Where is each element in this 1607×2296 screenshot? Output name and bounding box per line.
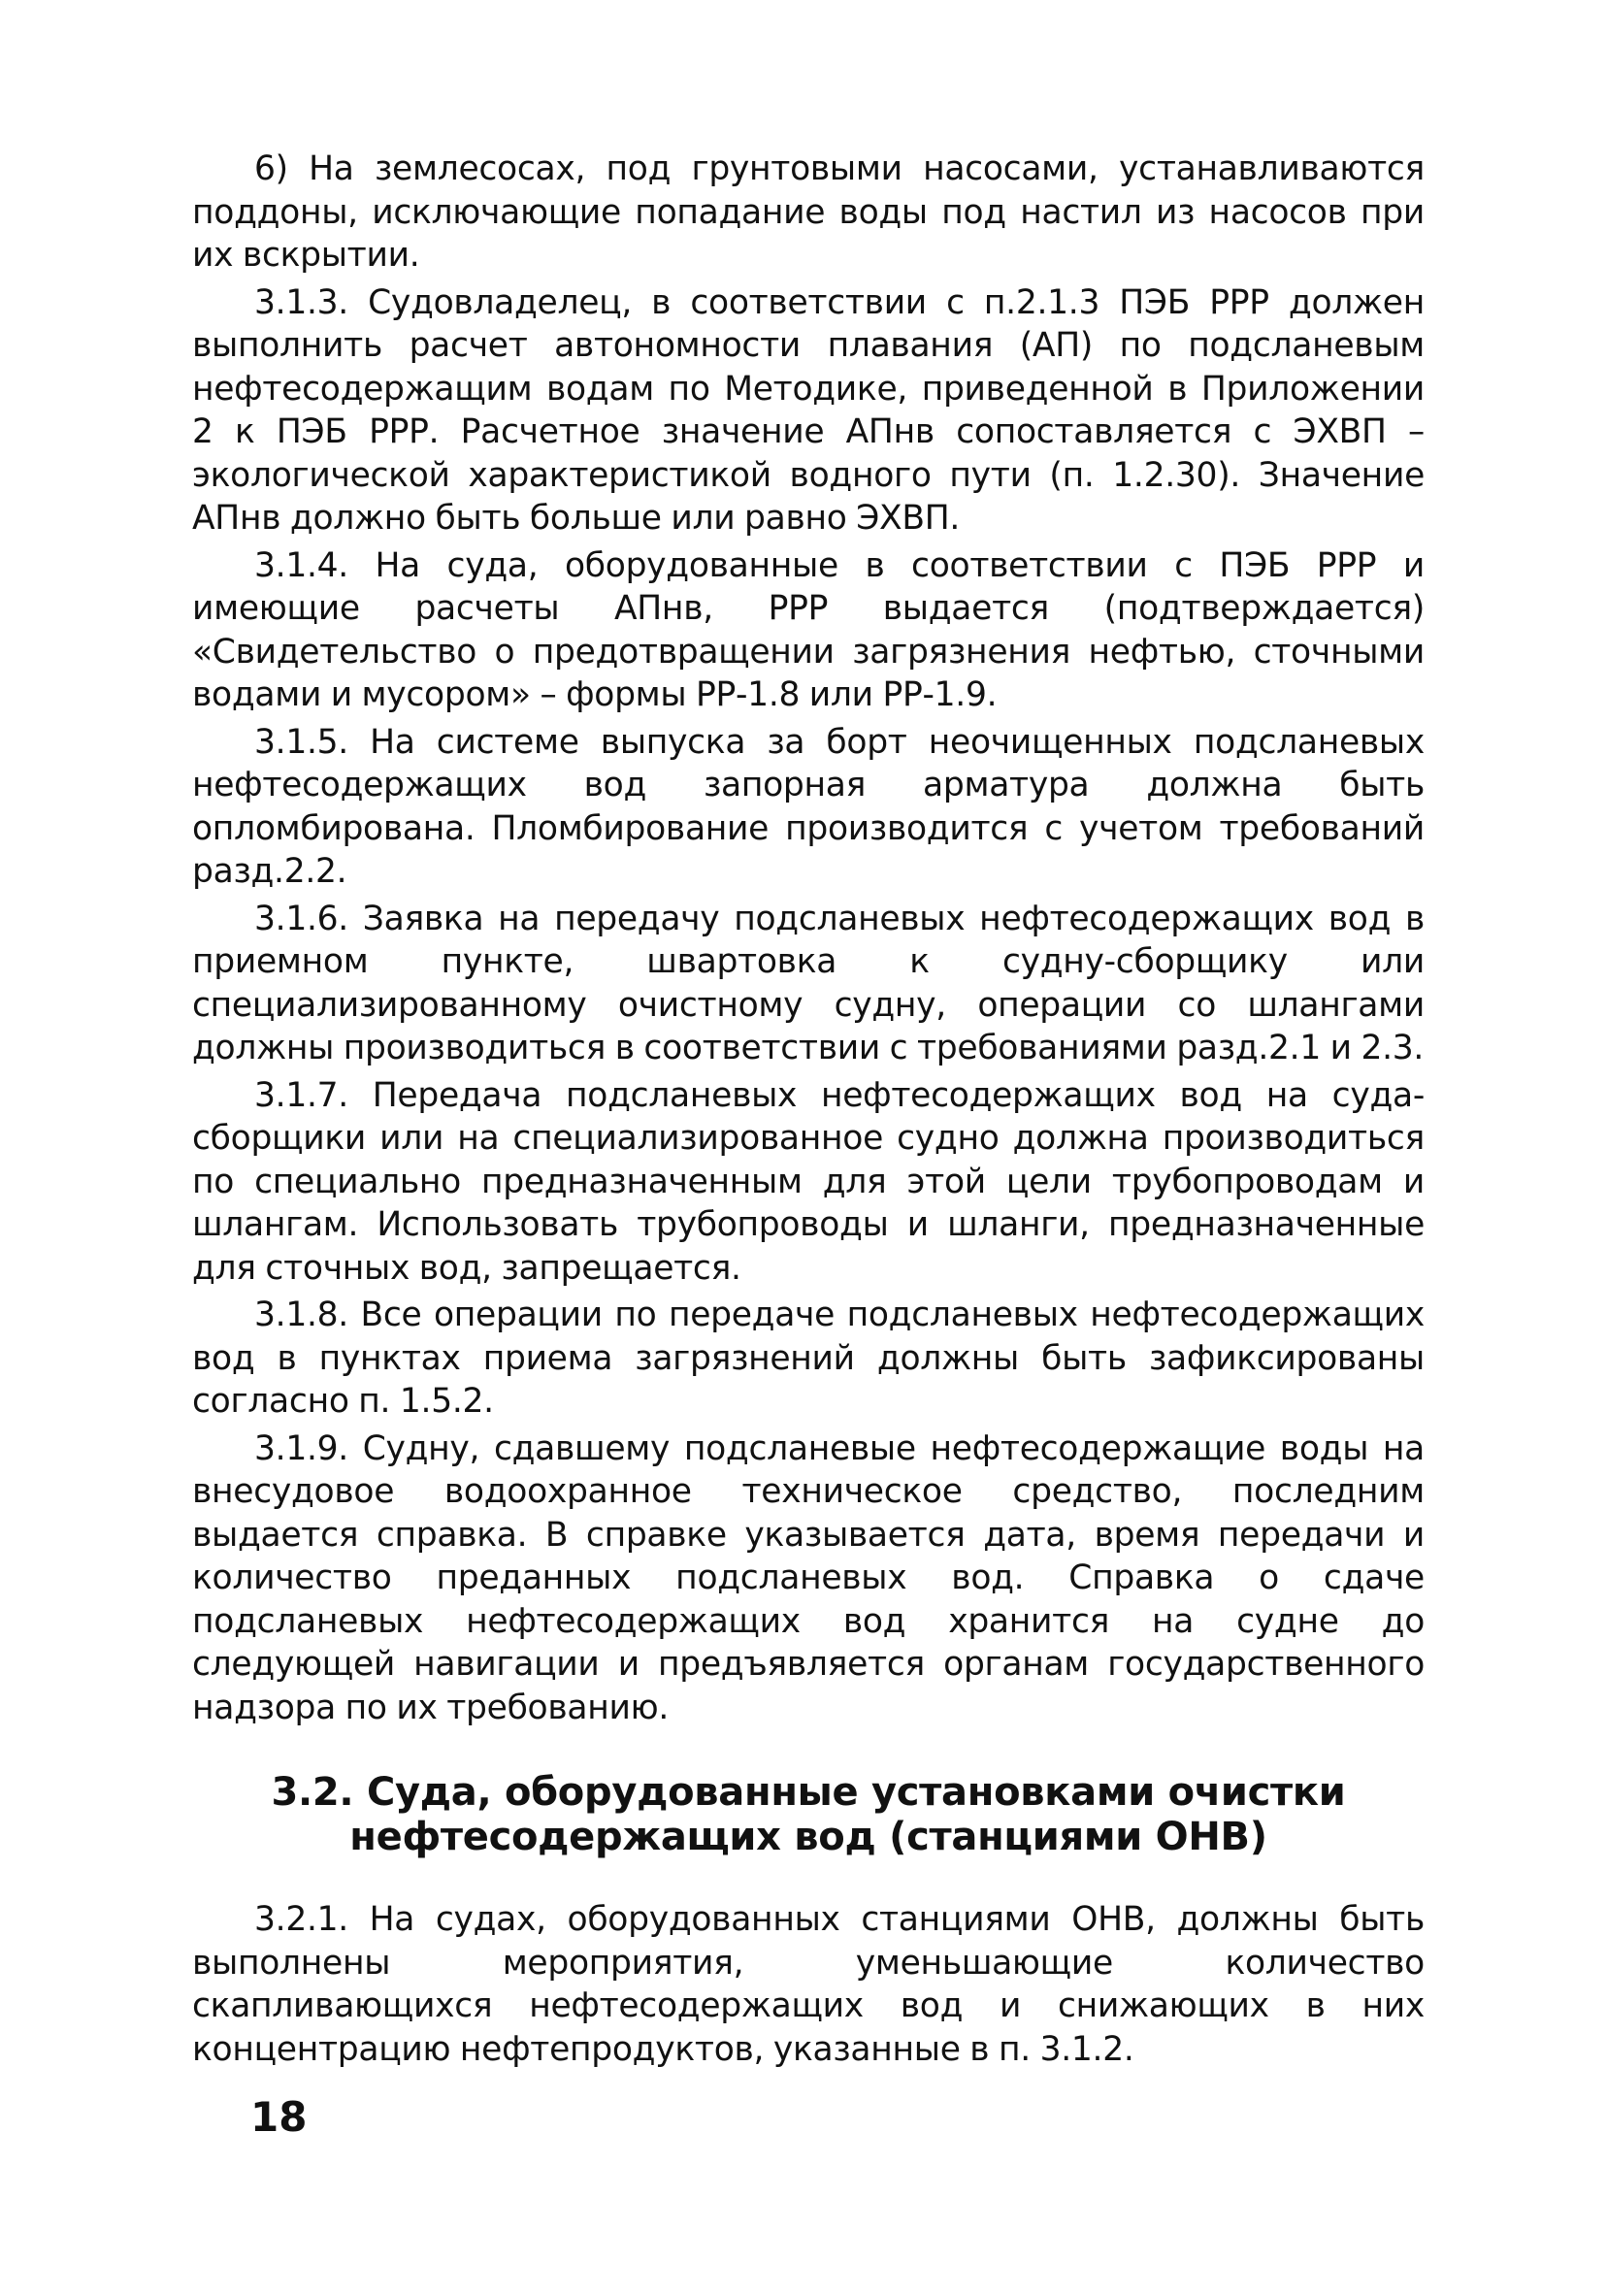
page-body	[192, 148, 1425, 2071]
section-heading-3-2	[192, 1770, 1425, 1859]
paragraph-3-1-5: 3.1.5. На системе выпуска за борт неочищенных подсланевых нефтесодержащих вод запорная арматура должна быть опломбирована. Пломбирование производится с учетом требований разд.2.2.	[192, 722, 1425, 891]
section-heading-line-2: нефтесодержащих вод (станциями ОНВ)	[349, 1815, 1267, 1859]
paragraph-6-sump-trays: 6) На землесосах, под грунтовыми насосами, устанавливаются поддоны, исключающие попадание воды под настил из насосов при их вскрытии.	[192, 149, 1425, 275]
paragraph-3-1-7: 3.1.7. Передача подсланевых нефтесодержащих вод на суда-сборщики или на специализированное судно должна производиться по специально предназначенным для этой цели трубопроводам и шлангам. Использовать трубопроводы и шланги, предназначенные для сточных вод, запрещается.	[192, 1075, 1425, 1288]
section-heading-line-1: 3.2. Суда, оборудованные установками очистки	[271, 1770, 1346, 1815]
page-number: 18	[250, 2093, 308, 2141]
paragraph-3-1-6: 3.1.6. Заявка на передачу подсланевых нефтесодержащих вод в приемном пункте, швартовка к судну-сборщику или специализированному очистному судну, операции со шлангами должны производиться в соответствии с требованиями разд.2.1 и 2.3.	[192, 899, 1425, 1067]
paragraph-3-1-8: 3.1.8. Все операции по передаче подсланевых нефтесодержащих вод в пунктах приема загрязнений должны быть зафиксированы согласно п. 1.5.2.	[192, 1296, 1425, 1421]
paragraph-3-1-4: 3.1.4. На суда, оборудованные в соответствии с ПЭБ РРР и имеющие расчеты АПнв, РРР выдается (подтверждается) «Свидетельство о предотвращении загрязнения нефтью, сточными водами и мусором» – формы РР-1.8 или РР-1.9.	[192, 545, 1425, 714]
paragraph-3-1-3: 3.1.3. Судовладелец, в соответствии с п.2.1.3 ПЭБ РРР должен выполнить расчет автономности плавания (АП) по подсланевым нефтесодержащим водам по Методике, приведенной в Приложении 2 к ПЭБ РРР. Расчетное значение АПнв сопоставляется с ЭХВП – экологической характеристикой водного пути (п. 1.2.30). Значение АПнв должно быть больше или равно ЭХВП.	[192, 282, 1425, 538]
paragraph-3-2-1: 3.2.1. На судах, оборудованных станциями ОНВ, должны быть выполнены мероприятия, уменьшающие количество скапливающихся нефтесодержащих вод и снижающих в них концентрацию нефтепродуктов, указанные в п. 3.1.2.	[192, 1900, 1425, 2069]
paragraph-3-1-9: 3.1.9. Судну, сдавшему подсланевые нефтесодержащие воды на внесудовое водоохранное техническое средство, последним выдается справка. В справке указывается дата, время передачи и количество преданных подсланевых вод. Справка о сдаче подсланевых нефтесодержащих вод хранится на судне до следующей навигации и предъявляется органам государственного надзора по их требованию.	[192, 1428, 1425, 1727]
